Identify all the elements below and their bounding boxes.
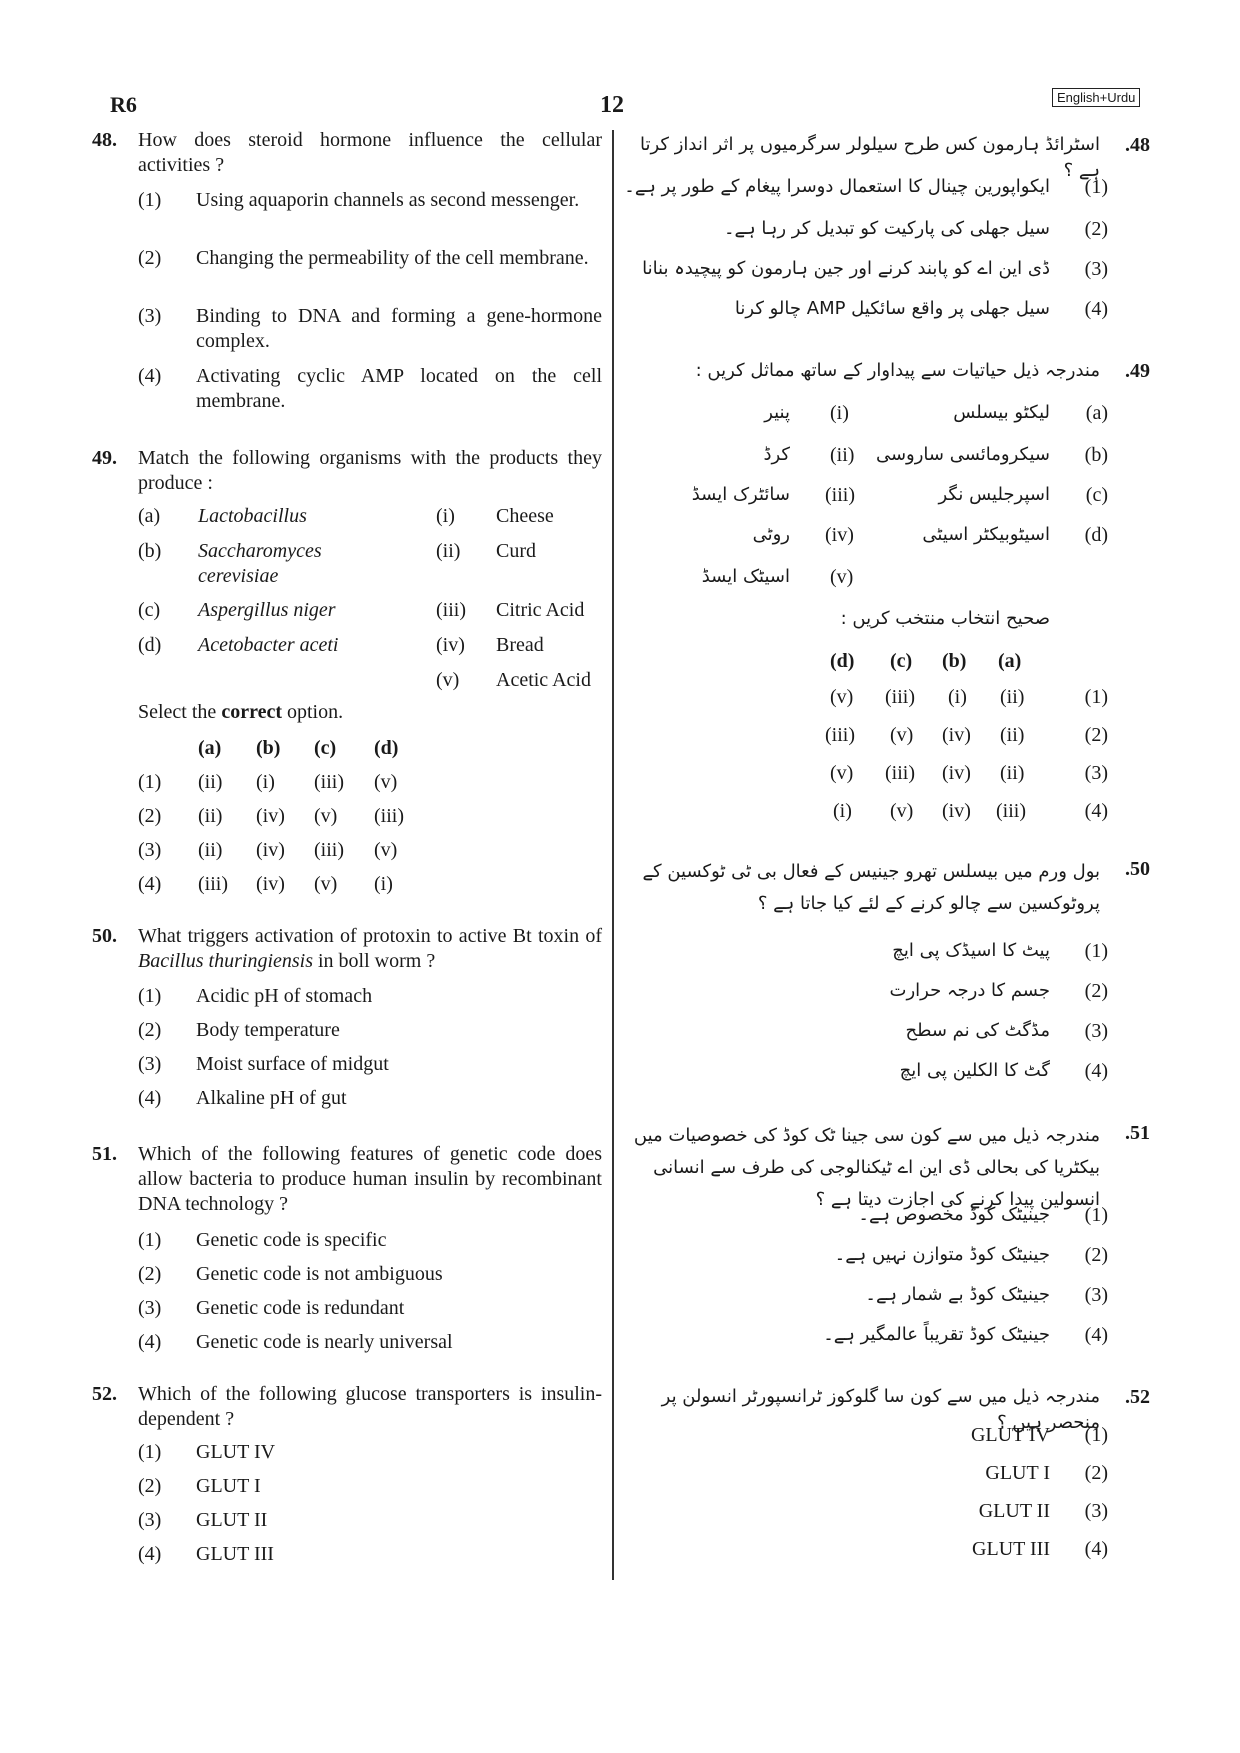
- match-right-label: (ii): [436, 540, 461, 562]
- option-text: گٹ کا الکلین پی ایچ: [899, 1060, 1050, 1081]
- match-right-item: پنیر: [764, 402, 790, 423]
- option-number: (1): [1084, 940, 1108, 962]
- question-number: 49.: [92, 447, 117, 469]
- question-text: Which of the following features of genetic code does allow bacteria to produce human insulin by recombinant DNA technology ?: [138, 1143, 602, 1215]
- option-text: GLUT I: [985, 1462, 1050, 1484]
- option-text: سیل جھلی کی پارکیت کو تبدیل کر رہا ہے۔: [723, 218, 1050, 239]
- match-left-item: سیکرومائسی ساروسی: [875, 444, 1050, 465]
- option-text: Using aquaporin channels as second messenger.: [196, 189, 580, 211]
- option-number: (4): [1084, 1538, 1108, 1560]
- match-left-label: (a): [1085, 402, 1108, 424]
- answer-header: (a): [198, 737, 222, 759]
- question-49-ur: [620, 358, 1150, 822]
- match-left-item: اسپرجلیس نگر: [938, 484, 1050, 505]
- match-left-item: لیکٹو بیسلس: [953, 402, 1050, 423]
- answer-header: (b): [256, 737, 281, 759]
- option-number: (4): [1084, 1324, 1108, 1346]
- answer-header: (d): [830, 650, 855, 672]
- option-number: (3): [138, 1053, 162, 1075]
- option-text: Genetic code is nearly universal: [196, 1331, 453, 1353]
- answer-cell: (ii): [1000, 724, 1025, 746]
- option-text: جسم کا درجہ حرارت: [889, 980, 1050, 1001]
- answer-cell: (v): [314, 805, 338, 827]
- match-right-label: (v): [830, 566, 854, 588]
- option-number: (3): [1084, 1284, 1108, 1306]
- match-right-item: Bread: [496, 634, 544, 656]
- option-text: GLUT III: [196, 1543, 274, 1565]
- option-number: (1): [138, 1441, 162, 1463]
- answer-cell: (iv): [942, 724, 971, 746]
- option-number: (2): [1084, 1244, 1108, 1266]
- match-left-label: (b): [1084, 444, 1108, 466]
- option-number: (4): [138, 1331, 162, 1353]
- match-left-item: Lactobacillus: [198, 505, 307, 527]
- answer-cell: (v): [890, 800, 914, 822]
- match-right-item: Citric Acid: [496, 599, 585, 621]
- option-text: Genetic code is redundant: [196, 1297, 405, 1319]
- question-48-ur: [620, 132, 1150, 332]
- match-right-label: (iv): [825, 524, 854, 546]
- answer-cell: (ii): [198, 805, 223, 827]
- option-text: Activating cyclic AMP located on the cell membrane.: [196, 365, 602, 412]
- question-51-ur: [620, 1120, 1150, 1360]
- option-text: GLUT IV: [970, 1424, 1050, 1446]
- answer-cell: (i): [256, 771, 275, 793]
- match-right-item: Cheese: [496, 505, 554, 527]
- answer-cell: (iii): [825, 724, 855, 746]
- answer-header: (c): [314, 737, 337, 759]
- question-number: 48.: [92, 129, 117, 151]
- option-number: (2): [138, 1263, 162, 1285]
- question-52-ur: [620, 1384, 1150, 1584]
- match-right-item: روٹی: [752, 524, 790, 545]
- answer-cell: (i): [948, 686, 967, 708]
- option-number: (2): [138, 1475, 162, 1497]
- answer-cell: (iii): [885, 686, 915, 708]
- match-left-item: Acetobacter aceti: [198, 634, 339, 656]
- match-right-label: (iv): [436, 634, 465, 656]
- option-number: (4): [138, 365, 162, 387]
- option-number: (2): [138, 1019, 162, 1041]
- option-text: ڈی این اے کو پابند کرنے اور جین ہارمون کو پیچیدہ بنانا: [642, 258, 1050, 279]
- option-number: (4): [1084, 298, 1108, 320]
- option-text: Genetic code is specific: [196, 1229, 387, 1251]
- answer-cell: (ii): [1000, 686, 1025, 708]
- question-text: مندرجہ ذیل حیاتیات سے پیداوار کے ساتھ مماثل کریں :: [695, 360, 1100, 381]
- match-right-label: (iii): [825, 484, 855, 506]
- question-text: Which of the following glucose transporters is insulin-dependent ?: [138, 1383, 602, 1430]
- question-49-en: [92, 446, 602, 906]
- option-number: (2): [1084, 218, 1108, 240]
- match-right-label: (i): [830, 402, 849, 424]
- question-number: .48: [1125, 134, 1150, 156]
- match-right-label: (ii): [830, 444, 855, 466]
- option-number: (3): [1084, 1500, 1108, 1522]
- answer-cell: (iv): [942, 762, 971, 784]
- question-text: مندرجہ ذیل میں سے کون سا گلوکوز ٹرانسپورٹر انسولن پر منحصر ہیں ؟: [661, 1386, 1100, 1433]
- option-text: جینیٹک کوڈ تقریباً عالمگیر ہے۔: [823, 1324, 1050, 1345]
- option-text: GLUT II: [978, 1500, 1050, 1522]
- option-number: (1): [138, 985, 162, 1007]
- match-left-label: (a): [138, 505, 161, 527]
- answer-cell: (v): [830, 762, 854, 784]
- answer-header: (b): [942, 650, 967, 672]
- option-number: (1): [138, 1229, 162, 1251]
- answer-option-number: (1): [138, 771, 162, 793]
- language-badge: English+Urdu: [1052, 88, 1140, 107]
- match-right-label: (iii): [436, 599, 466, 621]
- answer-header: (d): [374, 737, 399, 759]
- exam-code: R6: [110, 92, 137, 117]
- match-left-label: (d): [1084, 524, 1108, 546]
- answer-header: (a): [998, 650, 1022, 672]
- option-number: (1): [1084, 1424, 1108, 1446]
- select-instruction: صحیح انتخاب منتخب کریں :: [840, 608, 1050, 629]
- answer-cell: (iii): [885, 762, 915, 784]
- answer-cell: (v): [890, 724, 914, 746]
- answer-cell: (iii): [198, 873, 228, 895]
- option-text: پیٹ کا اسیڈک پی ایچ: [892, 940, 1050, 961]
- option-number: (2): [1084, 1462, 1108, 1484]
- option-text: GLUT IV: [196, 1441, 276, 1463]
- option-number: (2): [138, 247, 162, 269]
- option-text: ایکواپورین چینال کا استعمال دوسرا پیغام کے طور پر ہے۔: [624, 176, 1050, 197]
- answer-cell: (iii): [314, 839, 344, 861]
- option-text: جینیٹک کوڈ متوازن نہیں ہے۔: [834, 1244, 1050, 1265]
- match-left-label: (c): [138, 599, 161, 621]
- answer-cell: (iv): [942, 800, 971, 822]
- option-number: (4): [138, 1087, 162, 1109]
- question-50-ur: [620, 856, 1150, 1096]
- answer-cell: (iv): [256, 873, 285, 895]
- match-right-label: (i): [436, 505, 455, 527]
- question-number: .51: [1125, 1122, 1150, 1144]
- select-instruction: Select the correct option.: [138, 701, 344, 723]
- answer-cell: (ii): [198, 839, 223, 861]
- option-text: Acidic pH of stomach: [196, 985, 373, 1007]
- question-text: Match the following organisms with the products they produce :: [138, 447, 602, 494]
- option-number: (3): [138, 1509, 162, 1531]
- option-text: سیل جھلی پر واقع سائکیل AMP چالو کرنا: [734, 298, 1050, 319]
- match-left-label: (d): [138, 634, 162, 656]
- option-number: (3): [1084, 258, 1108, 280]
- option-number: (4): [1084, 1060, 1108, 1082]
- answer-option-number: (2): [138, 805, 162, 827]
- option-text: Moist surface of midgut: [196, 1053, 389, 1075]
- match-left-item: اسیٹوبیکٹر اسیٹی: [922, 524, 1050, 545]
- option-number: (1): [1084, 1204, 1108, 1226]
- option-text: Binding to DNA and forming a gene-hormone complex.: [196, 305, 602, 352]
- option-text: Changing the permeability of the cell membrane.: [196, 247, 589, 269]
- question-52-en: [92, 1382, 602, 1582]
- option-text: GLUT II: [196, 1509, 268, 1531]
- question-text: اسٹرائڈ ہارمون کس طرح سیلولر سرگرمیوں پر اثر انداز کرتا ہے ؟: [639, 134, 1100, 181]
- option-number: (3): [1084, 1020, 1108, 1042]
- match-right-item: Curd: [496, 540, 536, 562]
- answer-cell: (v): [830, 686, 854, 708]
- question-number: .50: [1125, 858, 1150, 880]
- question-number: 52.: [92, 1383, 117, 1405]
- answer-cell: (ii): [198, 771, 223, 793]
- answer-option-number: (4): [138, 873, 162, 895]
- answer-option-number: (3): [1084, 762, 1108, 784]
- answer-header: (c): [890, 650, 913, 672]
- option-text: Alkaline pH of gut: [196, 1087, 347, 1109]
- option-text: جینیٹک کوڈ مخصوص ہے۔: [858, 1204, 1050, 1225]
- question-number: .49: [1125, 360, 1150, 382]
- page-number: 12: [600, 92, 624, 118]
- option-text: Genetic code is not ambiguous: [196, 1263, 443, 1285]
- question-number: 51.: [92, 1143, 117, 1165]
- question-text: How does steroid hormone influence the cellular activities ?: [138, 129, 602, 176]
- column-divider: [612, 130, 614, 1580]
- answer-cell: (v): [374, 839, 398, 861]
- answer-cell: (iv): [256, 805, 285, 827]
- answer-option-number: (4): [1084, 800, 1108, 822]
- question-51-en: [92, 1142, 602, 1372]
- answer-cell: (ii): [1000, 762, 1025, 784]
- match-right-label: (v): [436, 669, 460, 691]
- match-right-item: اسیٹک ایسڈ: [701, 566, 790, 587]
- option-text: GLUT III: [972, 1538, 1050, 1560]
- option-text: Body temperature: [196, 1019, 340, 1041]
- question-text: What triggers activation of protoxin to active Bt toxin of Bacillus thuringiensis in boll worm ?: [138, 925, 602, 972]
- match-right-item: سائٹرک ایسڈ: [691, 484, 790, 505]
- answer-cell: (v): [374, 771, 398, 793]
- option-number: (3): [138, 1297, 162, 1319]
- option-text: جینیٹک کوڈ بے شمار ہے۔: [865, 1284, 1050, 1305]
- answer-cell: (iii): [996, 800, 1026, 822]
- answer-cell: (iii): [374, 805, 404, 827]
- answer-cell: (v): [314, 873, 338, 895]
- option-number: (2): [1084, 980, 1108, 1002]
- answer-option-number: (1): [1084, 686, 1108, 708]
- answer-cell: (iv): [256, 839, 285, 861]
- match-left-item: Aspergillus niger: [198, 599, 336, 621]
- question-48-en: [92, 128, 602, 418]
- option-number: (4): [138, 1543, 162, 1565]
- match-left-label: (c): [1085, 484, 1108, 506]
- match-left-label: (b): [138, 540, 162, 562]
- answer-option-number: (3): [138, 839, 162, 861]
- question-number: .52: [1125, 1386, 1150, 1408]
- question-text: بول ورم میں بیسلس تھرو جینیس کے فعال بی ٹی ٹوکسین کے پروٹوکسین سے چالو کرنے کے لئے کیا جاتا ہے ؟: [642, 861, 1100, 914]
- answer-cell: (i): [374, 873, 393, 895]
- option-number: (1): [1084, 176, 1108, 198]
- question-50-en: [92, 924, 602, 1124]
- answer-cell: (iii): [314, 771, 344, 793]
- match-right-item: کرڈ: [763, 444, 790, 465]
- question-number: 50.: [92, 925, 117, 947]
- option-number: (3): [138, 305, 162, 327]
- option-number: (1): [138, 189, 162, 211]
- match-left-item: Saccharomyces cerevisiae: [198, 540, 322, 587]
- question-text: مندرجہ ذیل میں سے کون سی جینا ٹک کوڈ کی خصوصیات میں بیکٹریا کی بحالی ڈی این اے ٹیکنالوجی کی طرف سے انسانی انسولین پیدا کرنے کی اجازت دیتا ہے ؟: [633, 1125, 1100, 1210]
- match-right-item: Acetic Acid: [496, 669, 591, 691]
- answer-cell: (i): [833, 800, 852, 822]
- answer-option-number: (2): [1084, 724, 1108, 746]
- option-text: مڈگٹ کی نم سطح: [905, 1020, 1050, 1041]
- option-text: GLUT I: [196, 1475, 261, 1497]
